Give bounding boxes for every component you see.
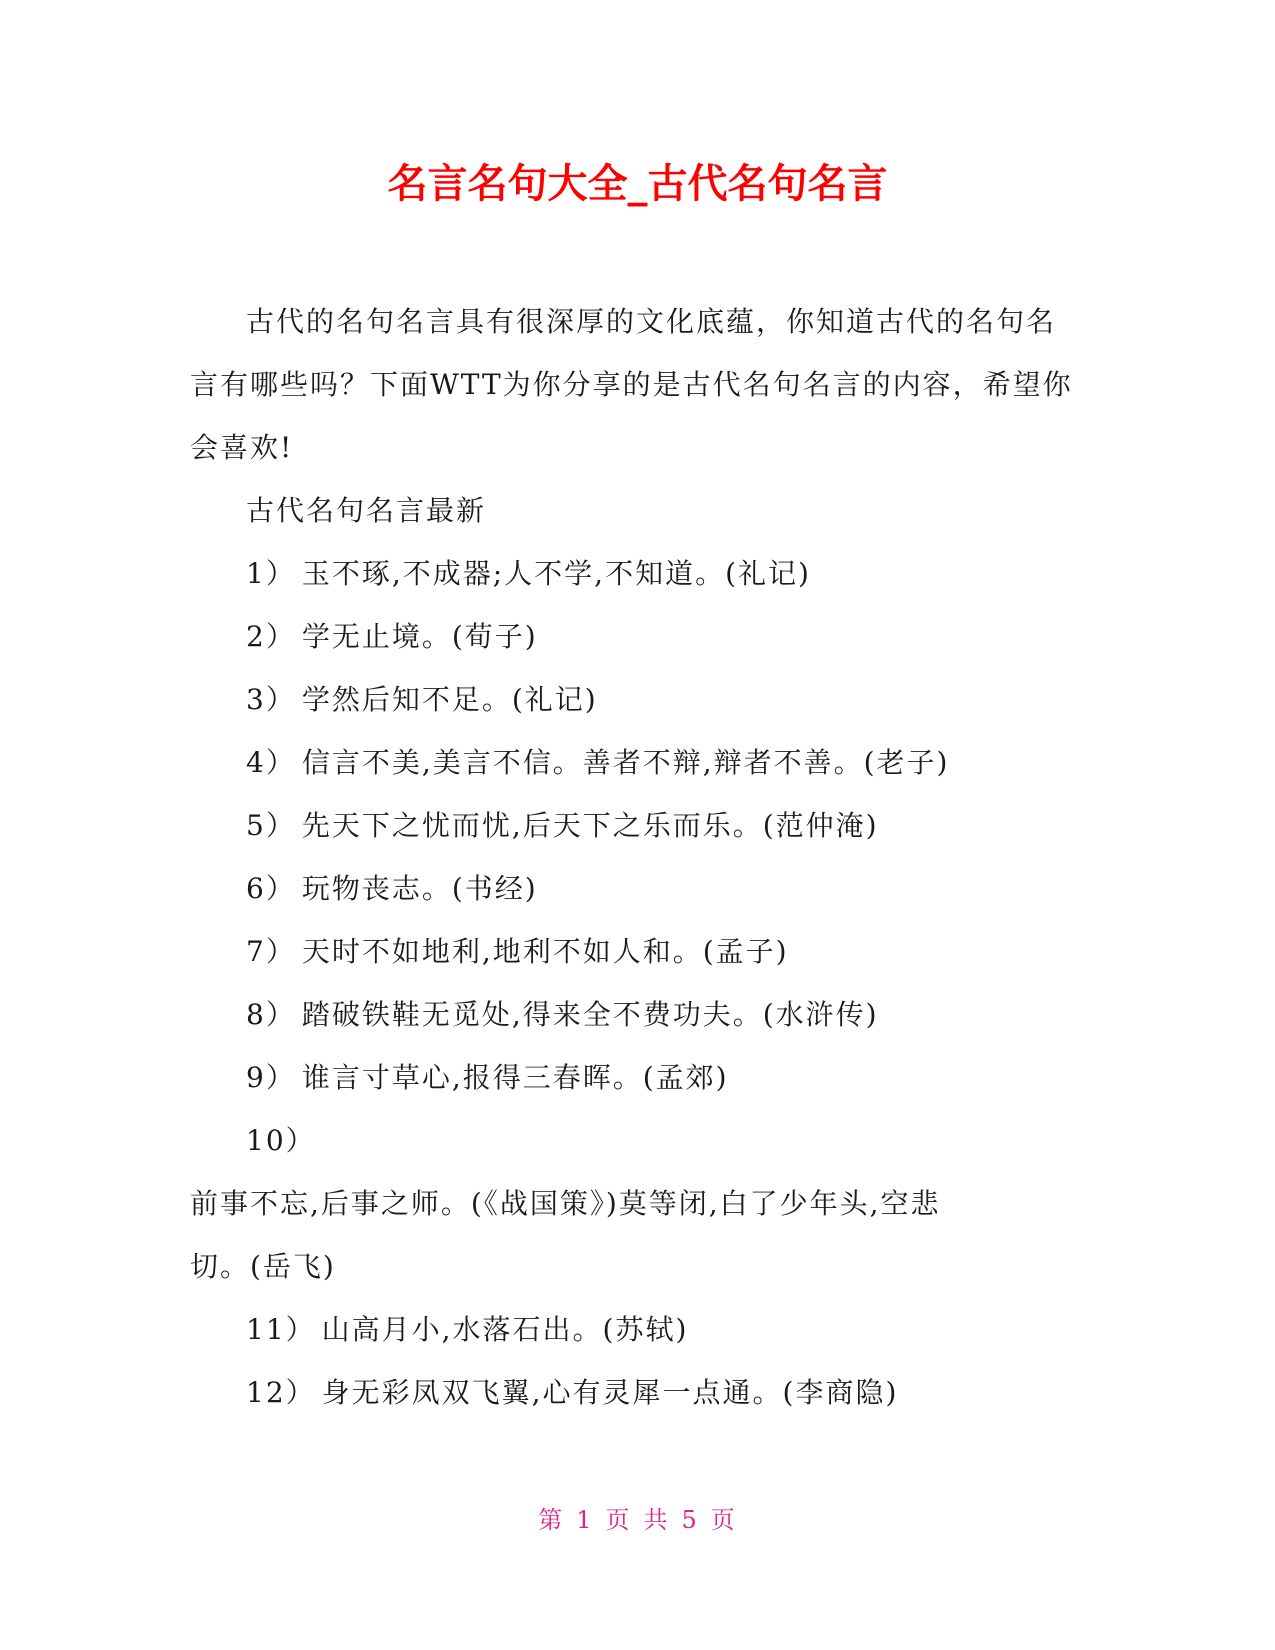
- page-footer: [0, 1500, 1275, 1535]
- list-item: [190, 983, 1080, 1046]
- item-text: 天时不如地利,地利不如人和。(孟子): [301, 935, 789, 968]
- item-text: 学然后知不足。(礼记): [301, 683, 598, 716]
- list-item: [190, 1361, 1080, 1424]
- list-item: [190, 920, 1080, 983]
- item-text: 学无止境。(荀子): [301, 620, 538, 653]
- item-text: 玉不琢,不成器;人不学,不知道。(礼记): [301, 557, 811, 590]
- item-number: 9）: [246, 1061, 296, 1094]
- document-body: [190, 290, 1080, 1424]
- item-text: 玩物丧志。(书经): [301, 872, 538, 905]
- item-number: 12）: [246, 1376, 316, 1409]
- footer-page-label-mid: 页: [605, 1506, 632, 1534]
- list-item: [190, 668, 1080, 731]
- item-number: 4）: [246, 746, 296, 779]
- list-item: [190, 857, 1080, 920]
- item-number: 8）: [246, 998, 296, 1031]
- item-text: 先天下之忧而忧,后天下之乐而乐。(范仲淹): [301, 809, 879, 842]
- footer-page-label-post: 页: [710, 1506, 737, 1534]
- list-item: [190, 1298, 1080, 1361]
- list-item: [190, 794, 1080, 857]
- item-number: 2）: [246, 620, 296, 653]
- list-item: [190, 605, 1080, 668]
- item-text: 信言不美,美言不信。善者不辩,辩者不善。(老子): [301, 746, 950, 779]
- list-item: [190, 731, 1080, 794]
- footer-total-pages: 5: [681, 1506, 699, 1534]
- item-text: 山高月小,水落石出。(苏轼): [321, 1313, 689, 1346]
- intro-paragraph: 古代的名句名言具有很深厚的文化底蕴，你知道古代的名句名言有哪些吗？下面WTT为你分享的是古代名句名言的内容，希望你会喜欢!: [190, 305, 1073, 464]
- footer-total-label: 共: [643, 1506, 670, 1534]
- item-number: 6）: [246, 872, 296, 905]
- footer-current-page: 1: [576, 1506, 594, 1534]
- item-10-text-line1: 前事不忘,后事之师。(《战国策》)莫等闭,白了少年头,空悲: [190, 1187, 941, 1220]
- item-text: 谁言寸草心,报得三春晖。(孟郊): [301, 1061, 729, 1094]
- document-title: 名言名句大全_古代名句名言: [387, 161, 888, 207]
- item-number: 5）: [246, 809, 296, 842]
- list-item: [190, 542, 1080, 605]
- item-number: 1）: [246, 557, 296, 590]
- item-number: 3）: [246, 683, 296, 716]
- item-text: 踏破铁鞋无觅处,得来全不费功夫。(水浒传): [301, 998, 879, 1031]
- item-10-number: 10）: [246, 1124, 316, 1157]
- section-heading: 古代名句名言最新: [246, 494, 487, 527]
- list-item: [190, 1046, 1080, 1109]
- item-number: 7）: [246, 935, 296, 968]
- item-text: 身无彩凤双飞翼,心有灵犀一点通。(李商隐): [321, 1376, 899, 1409]
- item-number: 11）: [246, 1313, 316, 1346]
- footer-page-label-pre: 第: [538, 1506, 565, 1534]
- item-10-text-line2: 切。(岳飞): [190, 1250, 336, 1283]
